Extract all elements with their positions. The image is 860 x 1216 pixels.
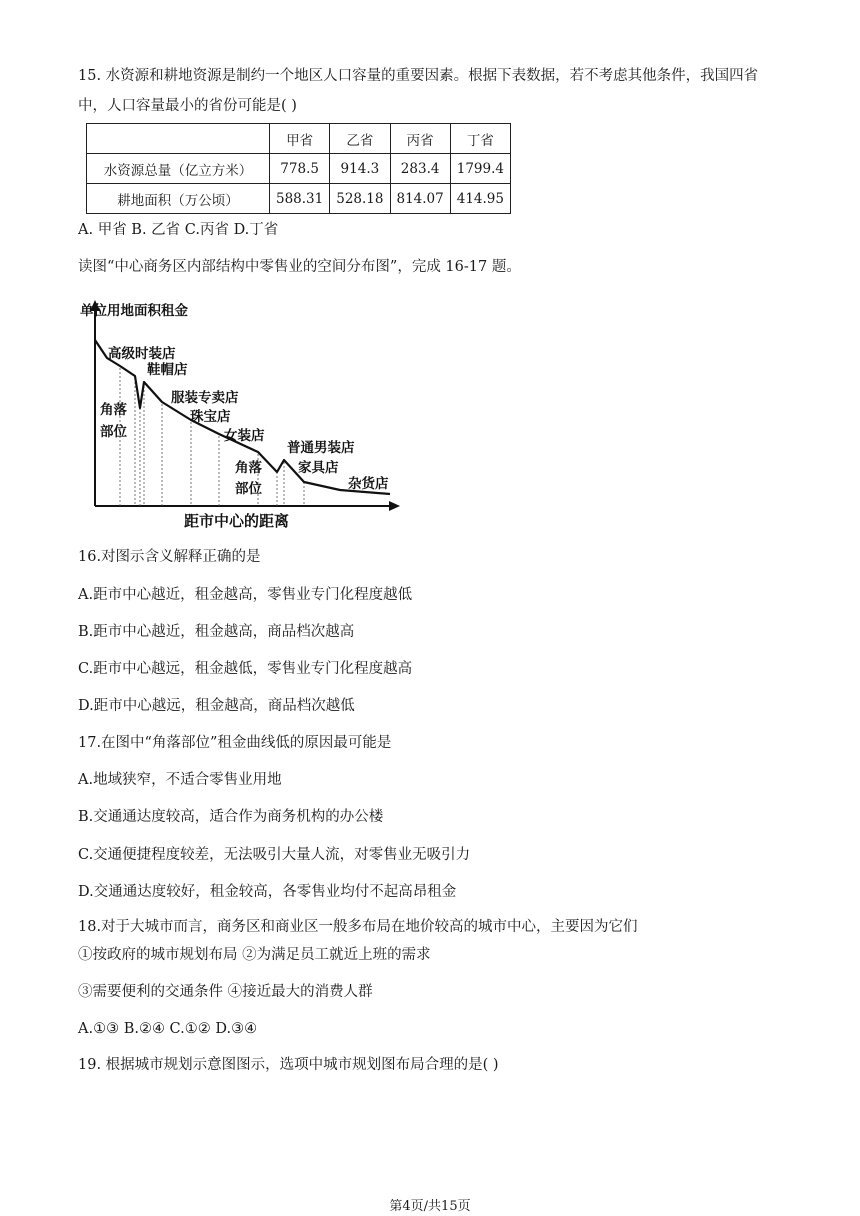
figure-intro: 读图“中心商务区内部结构中零售业的空间分布图”，完成 16-17 题。: [78, 259, 521, 275]
q19-stem: 19. 根据城市规划示意图图示，选项中城市规划图布局合理的是( ): [78, 1057, 499, 1073]
table-cell: 丁省: [450, 124, 510, 154]
q16-option-d: D.距市中心越远，租金越高，商品档次越低: [78, 698, 355, 714]
table-row: [87, 154, 511, 184]
q16-option-b: B.距市中心越近，租金越高，商品档次越高: [78, 624, 355, 640]
x-axis-arrow-icon: [389, 501, 400, 511]
page-footer: 第4页/共15页: [389, 1199, 471, 1214]
q18-items-1: ①按政府的城市规划布局 ②为满足员工就近上班的需求: [78, 947, 431, 963]
q15-options: A. 甲省 B. 乙省 C.丙省 D.丁省: [78, 222, 279, 238]
q17-option-d: D.交通通达度较好，租金较高，各零售业均付不起高昂租金: [78, 884, 457, 900]
q18-items-2: ③需要便利的交通条件 ④接近最大的消费人群: [78, 984, 373, 1000]
table-cell: 水资源总量（亿立方米）: [87, 154, 270, 184]
label-men: 普通男装店: [287, 440, 355, 456]
q15-stem-line1: 15. 水资源和耕地资源是制约一个地区人口容量的重要因素。根据下表数据，若不考虑其他条件，我国四省: [78, 68, 759, 84]
q17-option-a: A.地域狭窄，不适合零售业用地: [78, 772, 282, 788]
table-cell: 528.18: [330, 184, 390, 214]
q16-option-a: A.距市中心越近，租金越高，零售业专门化程度越低: [78, 587, 413, 603]
q15-stem-line2: 中，人口容量最小的省份可能是( ): [78, 98, 297, 114]
table-cell: 耕地面积（万公顷）: [87, 184, 270, 214]
table-cell: 乙省: [330, 124, 390, 154]
label-clothing: 服装专卖店: [171, 390, 239, 406]
table-cell: 778.5: [270, 154, 330, 184]
rent-distribution-figure: [78, 296, 404, 534]
resource-table: [86, 123, 511, 214]
table-cell: [87, 124, 270, 154]
x-axis-label: 距市中心的距离: [184, 512, 290, 530]
q17-option-b: B.交通通达度较高，适合作为商务机构的办公楼: [78, 809, 384, 825]
label-corner-2a: 角落: [235, 460, 262, 476]
q18-stem: 18.对于大城市而言，商务区和商业区一般多布局在地价较高的城市中心，主要因为它们: [78, 919, 638, 935]
table-cell: 414.95: [450, 184, 510, 214]
q16-stem: 16.对图示含义解释正确的是: [78, 549, 261, 565]
q17-option-c: C.交通便捷程度较差，无法吸引大量人流，对零售业无吸引力: [78, 847, 471, 863]
table-cell: 283.4: [390, 154, 450, 184]
table-cell: 588.31: [270, 184, 330, 214]
label-high-fashion: 高级时装店: [108, 346, 176, 362]
y-axis-label: 单位用地面积租金: [80, 303, 188, 319]
label-shoe-hat: 鞋帽店: [147, 362, 188, 378]
label-furniture: 家具店: [298, 460, 339, 476]
label-corner-1a: 角落: [100, 402, 127, 418]
table-cell: 914.3: [330, 154, 390, 184]
table-cell: 丙省: [390, 124, 450, 154]
q17-stem: 17.在图中“角落部位”租金曲线低的原因最可能是: [78, 735, 392, 751]
label-grocery: 杂货店: [348, 476, 389, 492]
table-header-row: [87, 124, 511, 154]
label-women: 女装店: [224, 428, 265, 444]
table-cell: 1799.4: [450, 154, 510, 184]
label-corner-1b: 部位: [100, 424, 127, 440]
q18-options: A.①③ B.②④ C.①② D.③④: [78, 1021, 258, 1037]
label-corner-2b: 部位: [235, 481, 262, 497]
label-jewelry: 珠宝店: [190, 409, 231, 425]
table-cell: 814.07: [390, 184, 450, 214]
table-row: [87, 184, 511, 214]
q16-option-c: C.距市中心越远，租金越低，零售业专门化程度越高: [78, 661, 413, 677]
table-cell: 甲省: [270, 124, 330, 154]
